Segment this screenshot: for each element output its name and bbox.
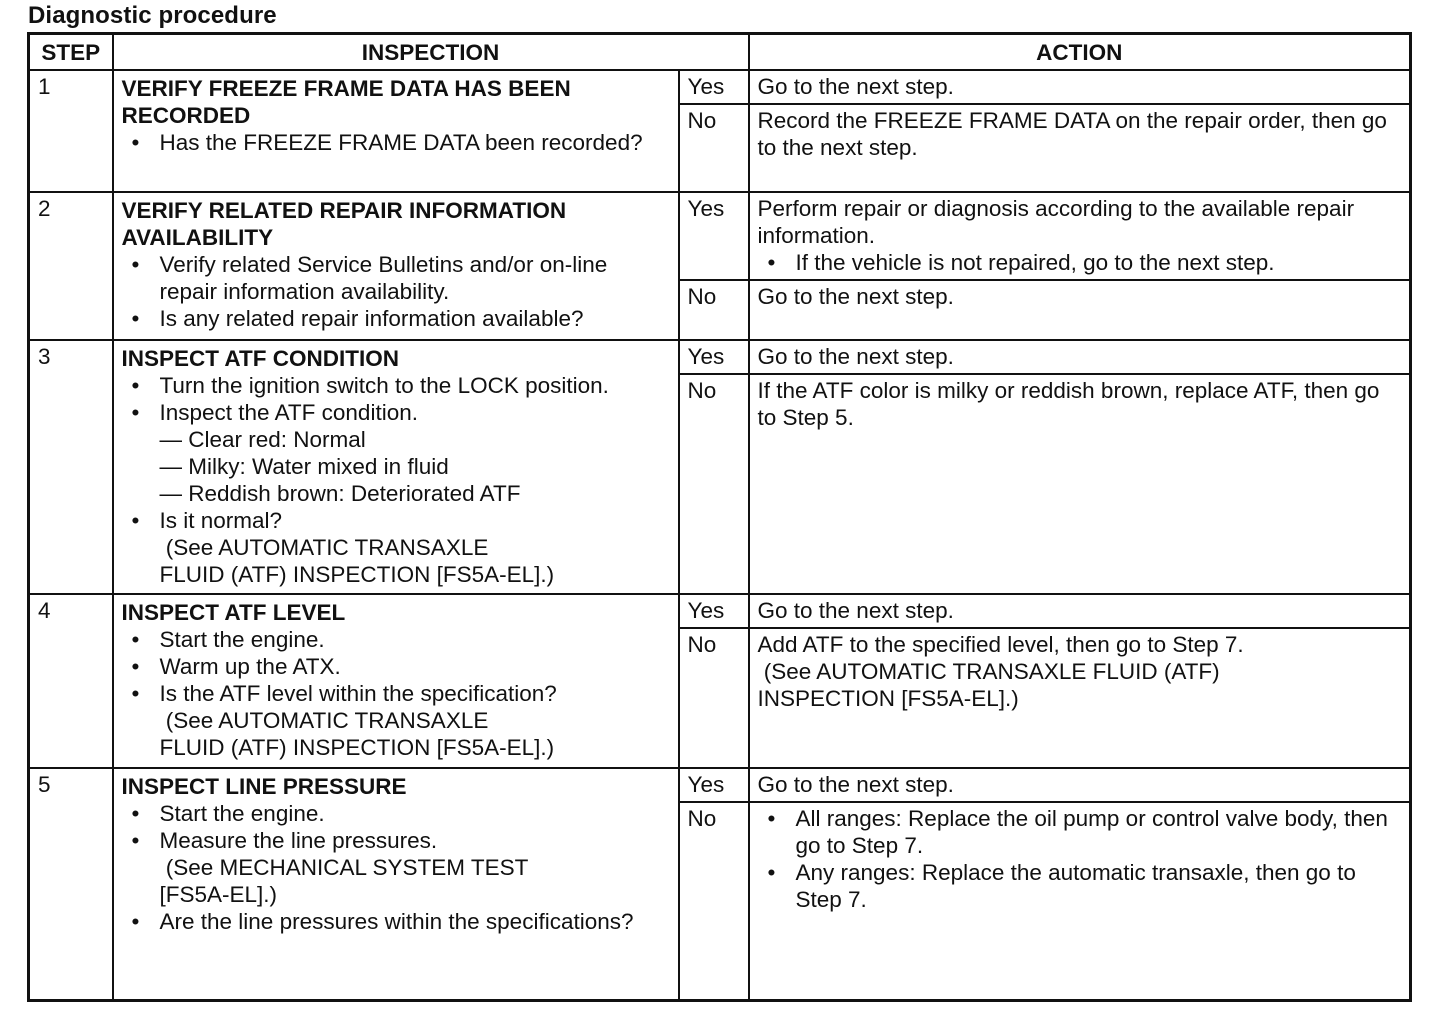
step-3-title: INSPECT ATF CONDITION [121,346,399,371]
step-2-yes-label: Yes [679,192,749,280]
step-2-inspection [113,192,679,340]
step-2-no-label: No [679,280,749,340]
step-3-bullet-2: • Inspect the ATF condition. [122,399,670,426]
step-2-yes-sub-bullet: • If the vehicle is not repaired, go to the next step. [758,249,1402,276]
step-1-no-label: No [679,104,749,192]
step-3-dash-3: — Reddish brown: Deteriorated ATF [159,481,521,506]
step-5-no-bullets [758,805,1402,913]
step-3-dash-1: — Clear red: Normal [159,427,366,452]
header-inspection: INSPECTION [113,34,749,71]
step-5-title: INSPECT LINE PRESSURE [121,774,407,799]
step-3-inspection [113,340,679,594]
step-4-bullet-3: • Is the ATF level within the specification? [122,680,670,707]
step-3-no-label: No [679,374,749,594]
step-2-title: VERIFY RELATED REPAIR INFORMATION AVAILABILITY [121,198,567,250]
header-step: STEP [29,34,113,71]
step-1-yes-label: Yes [679,70,749,104]
step-2-bullets [122,251,670,332]
step-4-yes-row [29,594,1411,628]
step-4-no-ref-line-1: (See AUTOMATIC TRANSAXLE FLUID (ATF) [757,659,1220,684]
step-1-yes-action: Go to the next step. [749,70,1411,104]
step-3-ref-line-2: FLUID (ATF) INSPECTION [FS5A-EL].) [159,562,555,587]
step-4-number: 4 [29,594,113,768]
step-5-bullets [122,800,670,854]
step-2-bullet-2: • Is any related repair information available? [122,305,670,332]
step-1-number: 1 [29,70,113,192]
step-2-no-action: Go to the next step. [749,280,1411,340]
step-4-no-label: No [679,628,749,768]
step-5-bullet-2: • Measure the line pressures. [122,827,670,854]
step-5-bullets-after [122,908,670,935]
page-title: Diagnostic procedure [28,2,277,29]
step-5-ref-line-1: (See MECHANICAL SYSTEM TEST [159,855,529,880]
step-3-dash-2: — Milky: Water mixed in fluid [159,454,449,479]
step-4-yes-action: Go to the next step. [749,594,1411,628]
step-3-bullet-1: • Turn the ignition switch to the LOCK position. [122,372,670,399]
step-1-yes-row [29,70,1411,104]
step-5-question: • Are the line pressures within the specifications? [122,908,670,935]
step-5-yes-label: Yes [679,768,749,802]
step-4-yes-label: Yes [679,594,749,628]
step-5-inspection [113,768,679,1000]
step-2-number: 2 [29,192,113,340]
step-1-title: VERIFY FREEZE FRAME DATA HAS BEEN RECORDED [121,76,571,128]
step-3-question-list [122,507,670,534]
step-3-yes-row [29,340,1411,374]
step-2-bullet-1: • Verify related Service Bulletins and/or on-line repair information availability. [122,251,670,305]
step-3-question: • Is it normal? [122,507,670,534]
step-5-ref-line-2: [FS5A-EL].) [159,882,278,907]
step-5-no-action-cell [749,802,1411,1000]
step-3-yes-action: Go to the next step. [749,340,1411,374]
step-4-no-ref-line-2: INSPECTION [FS5A-EL].) [757,686,1019,711]
step-1-bullet-1: • Has the FREEZE FRAME DATA been recorded? [122,129,670,156]
step-5-no-bullet-2: • Any ranges: Replace the automatic transaxle, then go to Step 7. [758,859,1402,913]
step-2-yes-row [29,192,1411,280]
step-4-title: INSPECT ATF LEVEL [121,600,346,625]
step-3-ref-line-1: (See AUTOMATIC TRANSAXLE [159,535,489,560]
step-5-no-label: No [679,802,749,1000]
step-4-bullets [122,626,670,707]
header-row [29,34,1411,71]
step-4-no-action-cell [749,628,1411,768]
step-5-yes-row [29,768,1411,802]
step-2-yes-action: Perform repair or diagnosis according to the available repair information. [757,196,1355,248]
step-2-yes-sub-bullets [758,249,1402,276]
step-4-bullet-1: • Start the engine. [122,626,670,653]
diagnostic-procedure-table [27,32,1412,1002]
step-3-bullets [122,372,670,426]
header-action: ACTION [749,34,1411,71]
step-1-inspection [113,70,679,192]
step-4-inspection [113,594,679,768]
step-1-bullets [122,129,670,156]
step-2-yes-action-cell [749,192,1411,280]
step-1-no-action: Record the FREEZE FRAME DATA on the repair order, then go to the next step. [749,104,1411,192]
step-3-yes-label: Yes [679,340,749,374]
step-5-no-bullet-1: • All ranges: Replace the oil pump or control valve body, then go to Step 7. [758,805,1402,859]
step-3-number: 3 [29,340,113,594]
step-4-ref-line-1: (See AUTOMATIC TRANSAXLE [159,708,489,733]
step-3-no-action: If the ATF color is milky or reddish brown, replace ATF, then go to Step 5. [749,374,1411,594]
step-5-number: 5 [29,768,113,1000]
step-4-bullet-2: • Warm up the ATX. [122,653,670,680]
step-4-ref-line-2: FLUID (ATF) INSPECTION [FS5A-EL].) [159,735,555,760]
step-5-bullet-1: • Start the engine. [122,800,670,827]
step-5-yes-action: Go to the next step. [749,768,1411,802]
step-4-no-action: Add ATF to the specified level, then go to Step 7. [757,632,1244,657]
